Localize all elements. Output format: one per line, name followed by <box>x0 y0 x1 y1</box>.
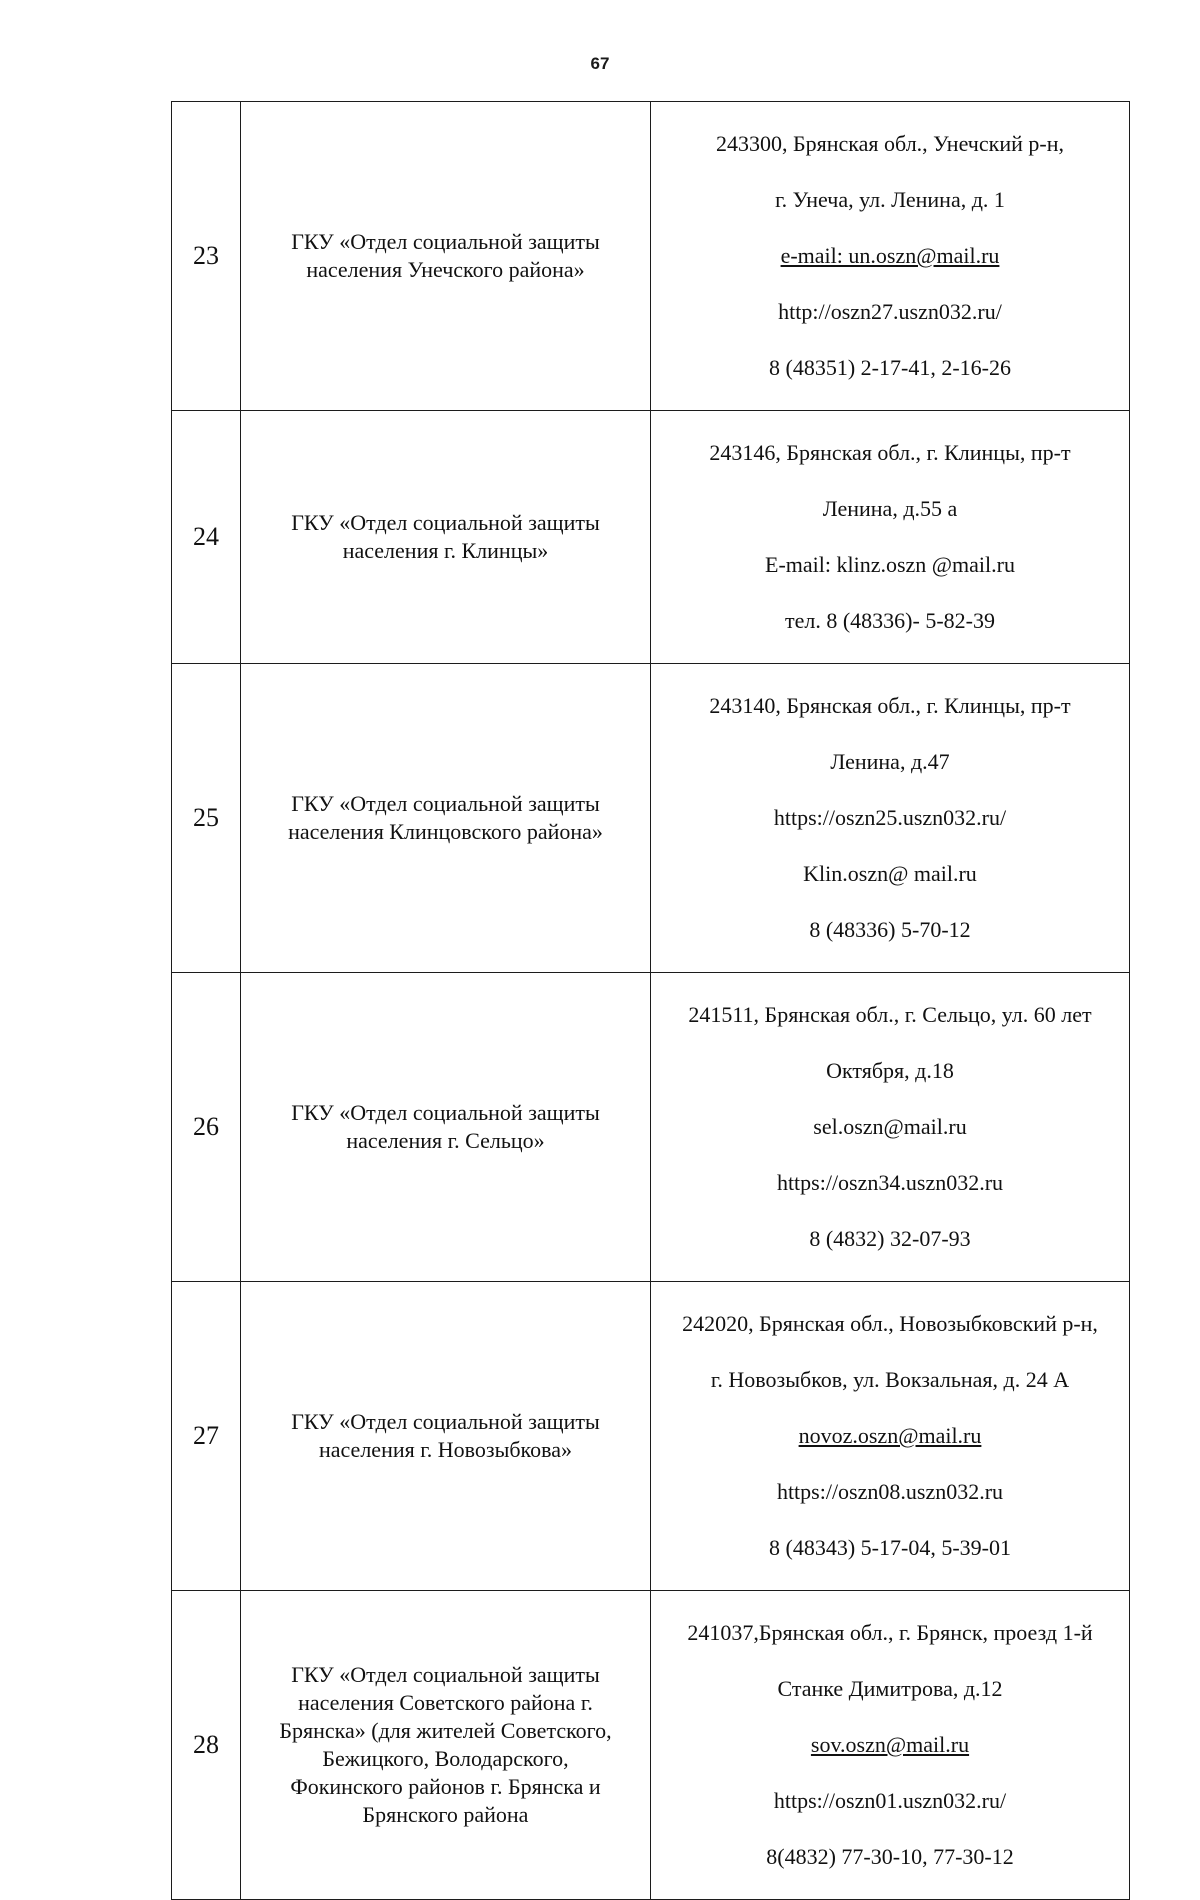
contact-info <box>651 102 1130 411</box>
email-link[interactable]: sov.oszn@mail.ru <box>810 1732 970 1757</box>
email-link[interactable]: E-mail: klinz.oszn @mail.ru <box>765 552 1015 577</box>
row-number: 27 <box>172 1282 241 1591</box>
phone-number: 8 (4832) 32-07-93 <box>809 1226 971 1251</box>
phone-number: 8 (48336) 5-70-12 <box>809 917 971 942</box>
contact-line: 243300, Брянская обл., Унечский р-н, <box>716 131 1064 156</box>
table-row <box>172 973 1130 1282</box>
row-number: 23 <box>172 102 241 411</box>
contact-line: г. Новозыбков, ул. Вокзальная, д. 24 А <box>710 1367 1070 1392</box>
email-link[interactable]: Klin.oszn@ mail.ru <box>803 861 977 886</box>
table-row <box>172 1282 1130 1591</box>
organization-name: ГКУ «Отдел социальной защиты населения г. Клинцы» <box>241 411 651 664</box>
phone-number: 8 (48343) 5-17-04, 5-39-01 <box>769 1535 1011 1560</box>
contact-line: 243140, Брянская обл., г. Клинцы, пр-т <box>709 693 1071 718</box>
offices-table <box>171 101 1130 1900</box>
email-link[interactable]: novoz.oszn@mail.ru <box>798 1423 982 1448</box>
contact-line: г. Унеча, ул. Ленина, д. 1 <box>775 187 1005 212</box>
website-link[interactable]: https://oszn01.uszn032.ru/ <box>773 1788 1007 1813</box>
contact-line: 243146, Брянская обл., г. Клинцы, пр-т <box>709 440 1071 465</box>
organization-name: ГКУ «Отдел социальной защиты населения Клинцовского района» <box>241 664 651 973</box>
contact-line: 241037,Брянская обл., г. Брянск, проезд 1-й <box>687 1620 1093 1645</box>
table-row <box>172 411 1130 664</box>
organization-name: ГКУ «Отдел социальной защиты населения г. Новозыбкова» <box>241 1282 651 1591</box>
contact-info <box>651 411 1130 664</box>
phone-number: 8 (48351) 2-17-41, 2-16-26 <box>769 355 1011 380</box>
website-link[interactable]: http://oszn27.uszn032.ru/ <box>778 299 1002 324</box>
row-number: 26 <box>172 973 241 1282</box>
contact-line: Станке Димитрова, д.12 <box>777 1676 1003 1701</box>
contact-info <box>651 1591 1130 1900</box>
contact-info <box>651 1282 1130 1591</box>
website-link[interactable]: https://oszn08.uszn032.ru <box>776 1479 1004 1504</box>
website-link[interactable]: https://oszn25.uszn032.ru/ <box>773 805 1007 830</box>
contact-line: 241511, Брянская обл., г. Сельцо, ул. 60 лет <box>688 1002 1092 1027</box>
email-link[interactable]: sel.oszn@mail.ru <box>813 1114 967 1139</box>
contact-info <box>651 973 1130 1282</box>
page-number: 67 <box>590 54 610 73</box>
contact-line: 242020, Брянская обл., Новозыбковский р-н, <box>682 1311 1098 1336</box>
table-row <box>172 102 1130 411</box>
table-row <box>172 1591 1130 1900</box>
row-number: 28 <box>172 1591 241 1900</box>
table-row <box>172 664 1130 973</box>
contact-info <box>651 664 1130 973</box>
organization-name: ГКУ «Отдел социальной защиты населения Советского района г. Брянска» (для жителей Советского, Бежицкого, Володарского, Фокинского районов г. Брянска и Брянского района <box>241 1591 651 1900</box>
contact-line: Ленина, д.55 а <box>822 496 958 521</box>
contact-line: Октября, д.18 <box>826 1058 954 1083</box>
row-number: 25 <box>172 664 241 973</box>
website-link[interactable]: https://oszn34.uszn032.ru <box>776 1170 1004 1195</box>
row-number: 24 <box>172 411 241 664</box>
phone-number: 8(4832) 77-30-10, 77-30-12 <box>766 1844 1014 1869</box>
email-link[interactable]: e-mail: un.oszn@mail.ru <box>780 243 1000 268</box>
organization-name: ГКУ «Отдел социальной защиты населения г. Сельцо» <box>241 973 651 1282</box>
phone-number: тел. 8 (48336)- 5-82-39 <box>785 608 995 633</box>
contact-line: Ленина, д.47 <box>830 749 950 774</box>
organization-name: ГКУ «Отдел социальной защиты населения Унечского района» <box>241 102 651 411</box>
